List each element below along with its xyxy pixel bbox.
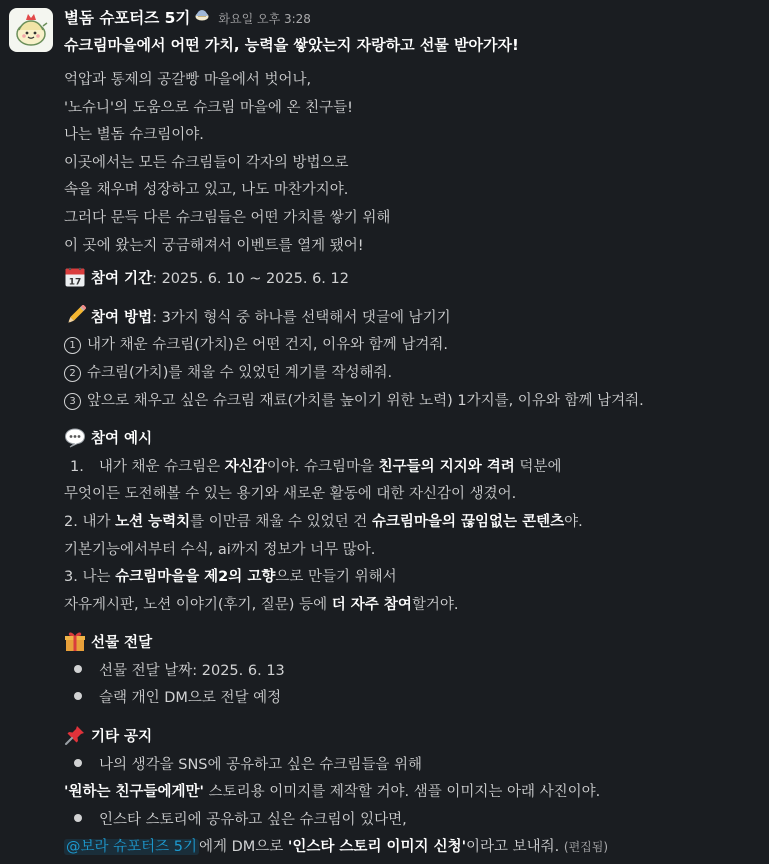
example-text: 할거야.	[411, 596, 459, 613]
example-bold: 자신감	[224, 458, 267, 475]
bullet	[74, 692, 82, 700]
example-label: 참여 예시	[91, 431, 153, 448]
message-timestamp[interactable]: 화요일 오후 3:28	[218, 12, 311, 26]
status-emoji-icon	[194, 7, 210, 23]
period-label: 참여 기간	[91, 271, 153, 288]
pencil-icon	[64, 305, 86, 327]
method-item	[64, 388, 763, 416]
example-bold: 슈크림마을의 끊임없는 콘텐츠	[371, 513, 565, 530]
example-1-line-2: 무엇이든 도전해볼 수 있는 용기와 새로운 활동에 대한 자신감이 생겼어.	[64, 486, 517, 503]
bullet	[74, 759, 82, 767]
example-text: 으로 만들기 위해서	[275, 569, 397, 586]
method-item	[64, 360, 763, 388]
intro-line: 이곳에서는 모든 슈크림들이 각자의 방법으로	[64, 154, 349, 171]
notice-item	[64, 807, 763, 835]
method-item-text: 내가 채운 슈크림(가치)은 어떤 건지, 이유와 함께 남겨줘.	[87, 337, 448, 354]
edited-label: (편집됨)	[563, 840, 609, 855]
period-line	[64, 266, 763, 294]
example-3-line	[64, 564, 763, 592]
notice-item-text: 나의 생각을 SNS에 공유하고 싶은 슈크림들을 위해	[99, 756, 423, 773]
example-2-line-2: 기본기능에서부터 수식, ai까지 정보가 너무 많아.	[64, 541, 376, 558]
bullet	[74, 665, 82, 673]
gift-item-text: 선물 전달 날짜: 2025. 6. 13	[99, 662, 285, 679]
intro-line: 속을 채우며 성장하고 있고, 나도 마찬가지야.	[64, 182, 349, 199]
example-text: 이야. 슈크림마을	[266, 458, 379, 475]
sender-avatar[interactable]	[9, 8, 53, 52]
example-text: 자유게시판, 노션 이야기(후기, 질문) 등에	[64, 596, 332, 613]
svg-text:17: 17	[68, 277, 82, 288]
user-mention[interactable]: @보라 슈포터즈 5기	[66, 839, 197, 856]
example-1-line	[64, 454, 763, 482]
cream-puff-avatar-icon	[9, 8, 53, 52]
notice-heading	[64, 724, 763, 752]
circled-number: 1	[64, 337, 81, 354]
pushpin-icon	[64, 724, 86, 746]
notice-item-text: 인스타 스토리에 공유하고 싶은 슈크림이 있다면,	[99, 811, 407, 828]
period-colon: :	[152, 271, 157, 288]
example-text: 내가 채운 슈크림은	[98, 458, 225, 475]
notice-label: 기타 공지	[91, 729, 153, 746]
example-text: 덕분에	[514, 458, 562, 475]
method-colon: :	[152, 309, 157, 326]
notice-text: 스토리용 이미지를 제작할 거야. 샘플 이미지는 아래 사진이야.	[204, 784, 601, 801]
example-2-line	[64, 509, 763, 537]
message-content	[64, 6, 763, 862]
bullet	[74, 814, 82, 822]
example-bold: 친구들의 지지와 격려	[378, 458, 515, 475]
message-title: 슈크림마을에서 어떤 가치, 능력을 쌓았는지 자랑하고 선물 받아가자!	[64, 36, 519, 54]
example-heading	[64, 426, 763, 454]
method-value: 3가지 형식 중 하나를 선택해서 댓글에 남기기	[161, 309, 451, 326]
method-item-text: 앞으로 채우고 싶은 슈크림 재료(가치를 높이기 위한 노력) 1가지를, 이유와 함께 남겨줘.	[87, 392, 644, 409]
method-line	[64, 305, 763, 333]
notice-last-line	[64, 834, 763, 862]
gift-label: 선물 전달	[91, 635, 153, 652]
gift-item	[64, 658, 763, 686]
example-text: 2. 내가	[64, 513, 116, 530]
example-text: 야.	[564, 513, 583, 530]
method-label: 참여 방법	[91, 309, 153, 326]
gift-item	[64, 685, 763, 713]
example-bold: 더 자주 참여	[331, 596, 412, 613]
message-header	[64, 6, 763, 28]
gift-heading	[64, 630, 763, 658]
example-1-number: 1.	[70, 458, 84, 475]
circled-number: 3	[64, 393, 81, 410]
example-bold: 노션 능력치	[115, 513, 191, 530]
example-text: 3. 나는	[64, 569, 116, 586]
notice-text: 에게 DM으로	[199, 839, 288, 856]
speech-bubble-icon	[64, 426, 86, 448]
notice-item	[64, 752, 763, 780]
intro-line: 억압과 통제의 공갈빵 마을에서 벗어나,	[64, 72, 312, 88]
gift-icon	[64, 630, 86, 652]
calendar-icon	[64, 266, 86, 288]
notice-bold: '인스타 스토리 이미지 신청'	[287, 839, 467, 856]
notice-text: 이라고 보내줘.	[466, 839, 560, 856]
example-text: 를 이만큼 채울 수 있었던 건	[190, 513, 372, 530]
intro-line: '노슈니'의 도움으로 슈크림 마을에 온 친구들!	[64, 99, 353, 116]
intro-line: 이 곳에 왔는지 궁금해져서 이벤트를 열게 됐어!	[64, 237, 364, 254]
intro-block	[64, 67, 763, 260]
sender-name[interactable]: 별돔 슈포터즈 5기	[64, 9, 191, 27]
intro-line: 나는 별돔 슈크림이야.	[64, 127, 204, 144]
intro-line: 그러다 문득 다른 슈크림들은 어떤 가치를 쌓기 위해	[64, 209, 391, 226]
notice-bold: '원하는 친구들에게만'	[64, 784, 204, 801]
notice-line-2	[64, 779, 763, 807]
period-value: 2025. 6. 10 ~ 2025. 6. 12	[161, 271, 349, 288]
method-item-text: 슈크림(가치)를 채울 수 있었던 계기를 작성해줘.	[87, 364, 393, 381]
example-3-line-2	[64, 592, 763, 620]
gift-item-text: 슬랙 개인 DM으로 전달 예정	[99, 690, 282, 707]
method-item	[64, 332, 763, 360]
example-bold: 슈크림마을을 제2의 고향	[115, 569, 276, 586]
circled-number: 2	[64, 365, 81, 382]
